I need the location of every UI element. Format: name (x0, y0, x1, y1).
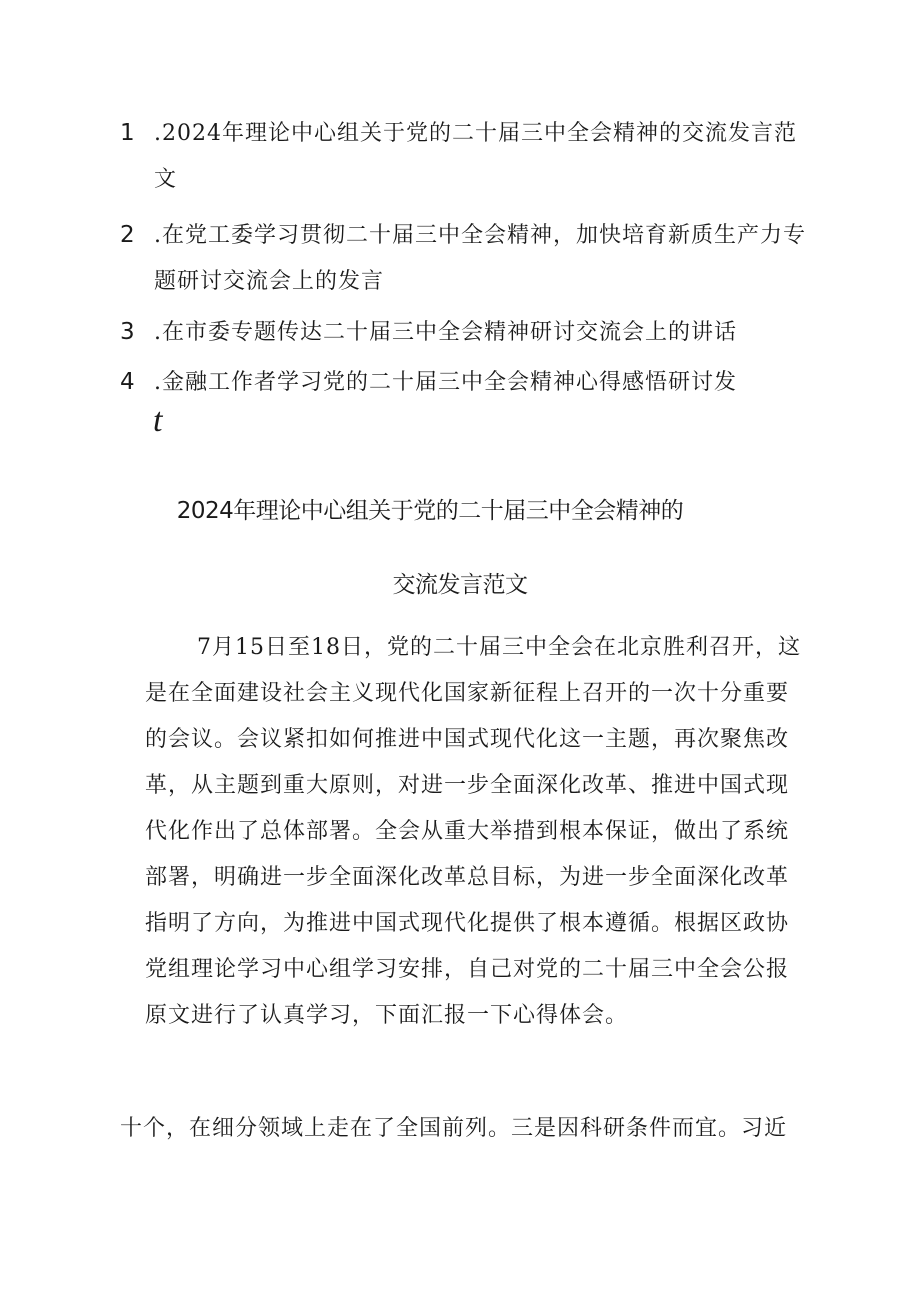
toc-item-2[interactable] (120, 212, 810, 305)
toc-item-4[interactable] (120, 359, 810, 406)
stray-character: t (153, 402, 163, 439)
toc-item-3[interactable] (120, 309, 810, 356)
document-title-line-1: 2024年理论中心组关于党的二十届三中全会精神的 (176, 498, 684, 524)
continuation-line: 十个，在细分领域上走在了全国前列。三是因科研条件而宜。习近 (120, 1116, 788, 1141)
toc-number: 1 (120, 120, 136, 146)
toc-number: 2 (120, 222, 136, 248)
toc-text-continued: 文 (154, 167, 178, 192)
toc-number: 4 (120, 369, 136, 395)
toc-number: 3 (120, 319, 136, 345)
document-title-line-2: 交流发言范文 (392, 572, 528, 598)
toc-text: .在党工委学习贯彻二十届三中全会精神，加快培育新质生产力专 (154, 223, 806, 248)
toc-item-1[interactable] (120, 110, 810, 203)
toc-text-continued: 题研讨交流会上的发言 (154, 269, 385, 294)
toc-text: .2024年理论中心组关于党的二十届三中全会精神的交流发言范 (154, 121, 797, 146)
body-paragraph: 7月15日至18日，党的二十届三中全会在北京胜利召开，这是在全面建设社会主义现代化国家新征程上召开的一次十分重要的会议。会议紧扣如何推进中国式现代化这一主题，再次聚焦改革，从主题到重大原则，对进一步全面深化改革、推进中国式现代化作出了总体部署。全会从重大举措到根本保证，做出了系统部署，明确进一步全面深化改革总目标，为进一步全面深化改革指明了方向，为推进中国式现代化提供了根本遵循。根据区政协党组理论学习中心组学习安排，自己对党的二十届三中全会公报原文进行了认真学习，下面汇报一下心得体会。 (145, 635, 801, 1028)
toc-text: .在市委专题传达二十届三中全会精神研讨交流会上的讲话 (154, 320, 737, 345)
toc-text: .金融工作者学习党的二十届三中全会精神心得感悟研讨发 (154, 370, 737, 395)
